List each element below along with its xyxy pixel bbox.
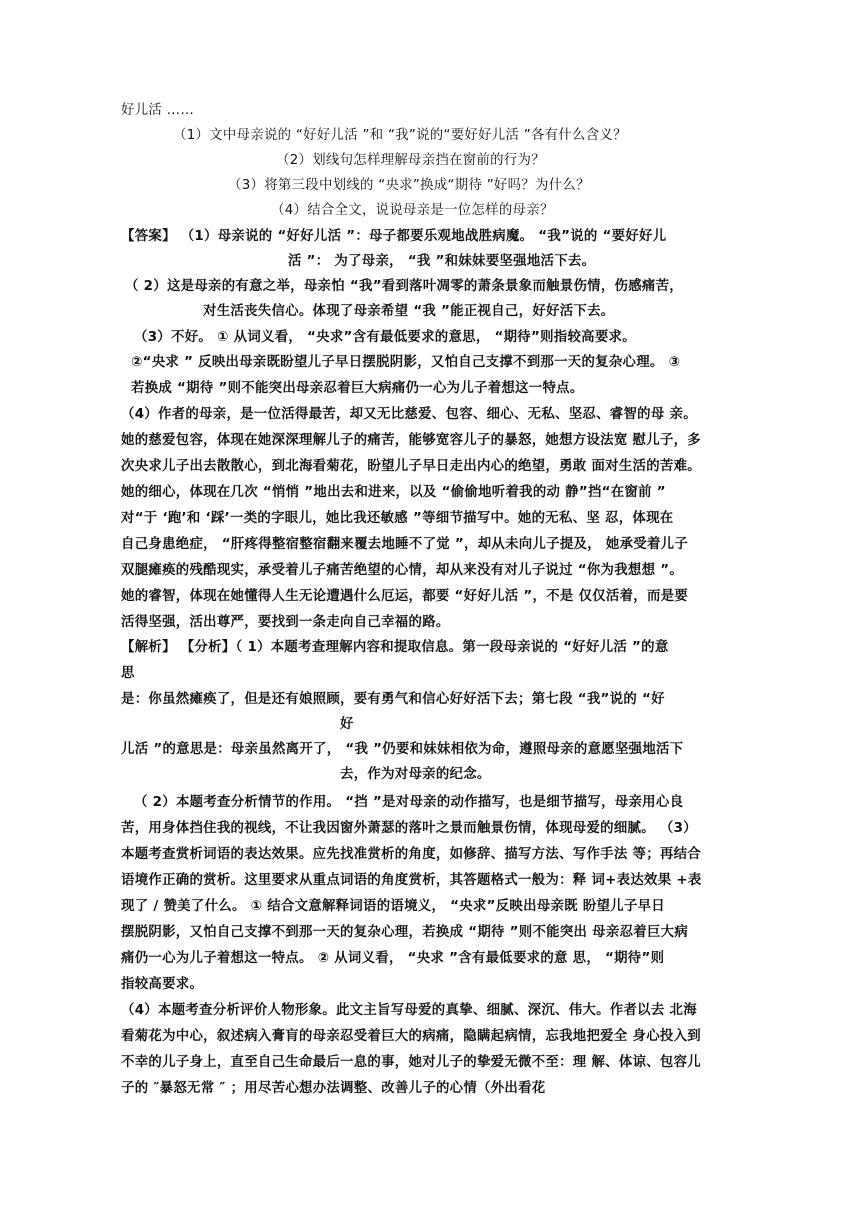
text-line: 看菊花为中心，叙述病入膏肓的母亲忍受着巨大的病痛，隐瞒起病情，忘我地把爱全 身心投入到	[121, 1029, 701, 1044]
text-line: 次央求儿子出去散散心，到北海看菊花，盼望儿子早日走出内心的绝望，勇敢 面对生活的苦难。	[121, 459, 701, 474]
question-2: （2）划线句怎样理解母亲挡在窗前的行为？	[276, 153, 545, 168]
text-line: 是：你虽然瘫痪了，但是还有娘照顾，要有勇气和信心好好活下去；第七段 “我”说的 “好	[121, 692, 665, 707]
text-line: 指较高要求。	[121, 977, 204, 992]
text-line: 好儿活 ……	[121, 103, 195, 118]
text-line: （3）不好。 ① 从词义看， “央求”含有最低要求的意思， “期待”则指较高要求。	[134, 330, 636, 345]
text-line: 痛仍一心为儿子着想这一特点。 ② 从词义看， “央求 ”含有最低要求的意 思， “期待”则	[121, 951, 665, 966]
text-line: 本题考查赏析词语的表达效果。应先找准赏析的角度，如修辞、描写方法、写作手法 等；再结合	[121, 847, 701, 862]
text-line: 去，作为对母亲的纪念。	[340, 767, 491, 782]
text-line: （ 2）本题考查分析情节的作用。 “挡 ”是对母亲的动作描写，也是细节描写，母亲用心良	[134, 795, 684, 810]
text-line: （4）本题考查分析评价人物形象。此文主旨写母爱的真挚、细腻、深沉、伟大。作者以去 北海	[121, 1003, 697, 1018]
text-line: 她的睿智，体现在她懂得人生无论遭遇什么厄运，都要 “好好儿活 ”，不是 仅仅活着，而是要	[121, 589, 689, 604]
text-line: 她的慈爱包容，体现在她深深理解儿子的痛苦，能够宽容儿子的暴怒，她想方设法宽 慰儿子，多	[121, 433, 701, 448]
text-line: 活 ”： 为了母亲， “我 ”和妹妹要坚强地活下去。	[288, 254, 596, 269]
text-line: 若换成 “期待 ”则不能突出母亲忍着巨大病痛仍一心为儿子着想这一特点。	[131, 381, 584, 396]
question-3: （3）将第三段中划线的 “央求”换成“期待 ”好吗？为什么？	[228, 178, 590, 193]
text-line: 思	[121, 666, 135, 681]
text-line: （4）作者的母亲，是一位活得最苦，却又无比慈爱、包容、细心、无私、坚忍、睿智的母 亲。	[121, 407, 697, 422]
text-line: 摆脱阴影，又怕自己支撑不到那一天的复杂心理，若换成 “期待 ”则不能突出 母亲忍着巨大病	[121, 925, 689, 940]
text-line: 她的细心，体现在几次 “悄悄 ”地出去和进来，以及 “偷偷地听着我的动 静”挡“在窗前 ”	[121, 485, 666, 500]
analysis-heading-line: 【解析】 【分析】（ 1）本题考查理解内容和提取信息。第一段母亲说的 “好好儿活 ”的意	[121, 640, 669, 655]
text-line: 子的 ″暴怒无常 ″ ；用尽苦心想办法调整、改善儿子的心情（外出看花	[121, 1081, 546, 1096]
answer-heading-line: 【答案】 （1）母亲说的 “好好儿活 ”：母子都要乐观地战胜病魔。 “我”说的 “要好好儿	[121, 229, 667, 244]
text-line: 现了 / 赞美了什么。 ① 结合文意解释词语的语境义， “央求”反映出母亲既 盼望儿子早日	[121, 899, 665, 914]
text-line: 对生活丧失信心。体现了母亲希望 “我 ”能正视自己，好好活下去。	[203, 304, 615, 319]
question-1: （1）文中母亲说的 “好好儿活 ”和 “我”说的“要好好儿活 ”各有什么含义？	[173, 128, 627, 143]
text-line: 儿活 ”的意思是：母亲虽然离开了， “我 ”仍要和妹妹相依为命，遵照母亲的意愿坚强地活下	[121, 742, 684, 757]
text-line: 好	[340, 717, 354, 732]
text-line: 不幸的儿子身上，直至自己生命最后一息的事，她对儿子的挚爱无微不至：理 解、体谅、包容儿	[121, 1055, 701, 1070]
question-4: （4）结合全文，说说母亲是一位怎样的母亲？	[271, 203, 554, 218]
text-line: 语境作正确的赏析。这里要求从重点词语的角度赏析，其答题格式一般为：释 词+表达效果 +表	[121, 873, 702, 888]
text-line: ②“央求 ” 反映出母亲既盼望儿子早日摆脱阴影，又怕自己支撑不到那一天的复杂心理。 ③	[131, 355, 681, 370]
text-line: 苦，用身体挡住我的视线，不让我因窗外萧瑟的落叶之景而触景伤情，体现母爱的细腻。 （3）	[121, 821, 697, 836]
text-line: 对“于 ‘跑’和 ‘踩’一类的字眼儿，她比我还敏感 ”等细节描写中。她的无私、坚 忍，体现在	[121, 511, 674, 526]
text-line: 活得坚强，活出尊严，要找到一条走向自己幸福的路。	[121, 615, 450, 630]
text-line: 双腿瘫痪的残酷现实，承受着儿子痛苦绝望的心情，却从来没有对儿子说过 “你为我想想 ”。	[121, 563, 684, 578]
text-line: （ 2）这是母亲的有意之举，母亲怕 “我”看到落叶凋零的萧条景象而触景伤情，伤感痛苦，	[125, 279, 683, 294]
text-line: 自己身患绝症， “肝疼得整宿整宿翻来覆去地睡不了觉 ”，却从未向儿子提及， 她承受着儿子	[121, 537, 689, 552]
